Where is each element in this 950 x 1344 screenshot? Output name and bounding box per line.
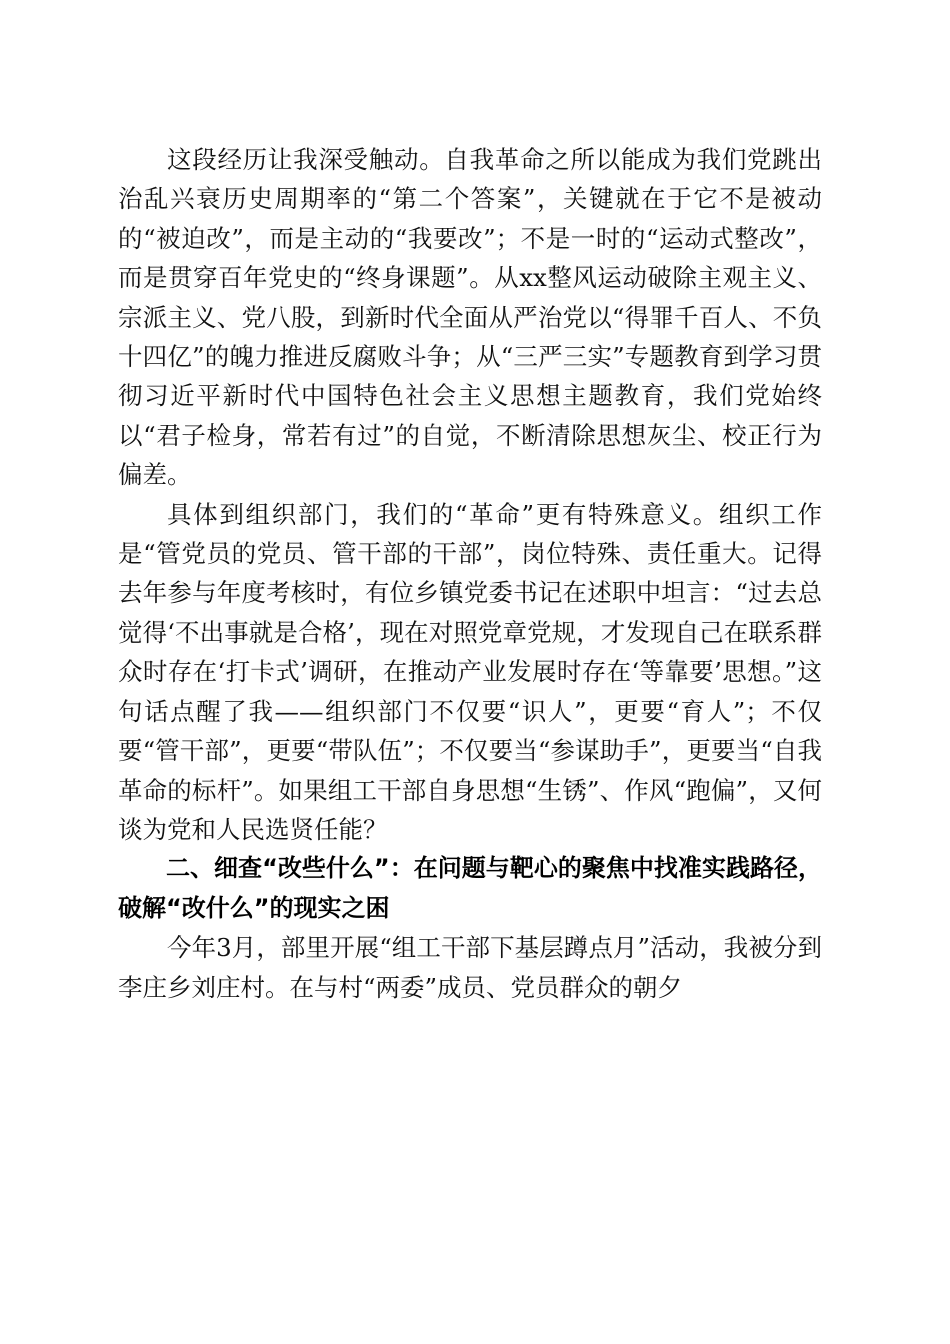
document-body — [118, 140, 822, 1007]
body-paragraph-3: 今年3月，部里开展“组工干部下基层蹲点月”活动，我被分到李庄乡刘庄村。在与村“两委”成员、党员群众的朝夕 — [118, 933, 822, 1002]
body-paragraph-1: 这段经历让我深受触动。自我革命之所以能成为我们党跳出治乱兴衰历史周期率的“第二个答案”，关键就在于它不是被动的“被迫改”，而是主动的“我要改”；不是一时的“运动式整改”，而是贯穿百年党史的“终身课题”。从xx整风运动破除主观主义、宗派主义、党八股，到新时代全面从严治党以“得罪千百人、不负十四亿”的魄力推进反腐败斗争；从“三严三实”专题教育到学习贯彻习近平新时代中国特色社会主义思想主题教育，我们党始终以“君子检身，常若有过”的自觉，不断清除思想灰尘、校正行为偏差。 — [118, 145, 822, 490]
body-paragraph-2: 具体到组织部门，我们的“革命”更有特殊意义。组织工作是“管党员的党员、管干部的干部”，岗位特殊、责任重大。记得去年参与年度考核时，有位乡镇党委书记在述职中坦言：“过去总觉得‘不出事就是合格’，现在对照党章党规，才发现自己在联系群众时存在‘打卡式’调研，在推动产业发展时存在‘等靠要’思想。”这句话点醒了我——组织部门不仅要“识人”，更要“育人”；不仅要“管干部”，更要“带队伍”；不仅要当“参谋助手”，更要当“自我革命的标杆”。如果组工干部自身思想“生锈”、作风“跑偏”，又何谈为党和人民选贤任能？ — [118, 499, 822, 844]
section-heading: 二、细查“改些什么”：在问题与靶心的聚焦中找准实践路径，破解“改什么”的现实之困 — [118, 854, 822, 922]
